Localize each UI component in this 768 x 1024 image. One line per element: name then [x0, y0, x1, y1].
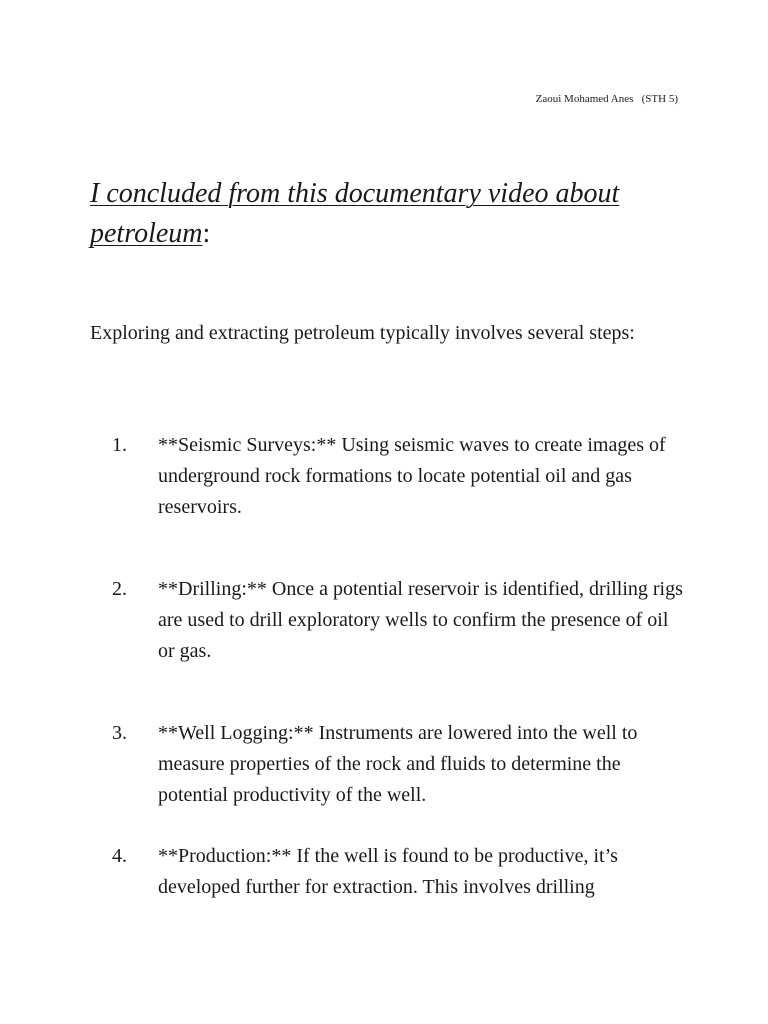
list-item-text: **Seismic Surveys:** Using seismic waves to create images of underground rock formations to locate potential oil and gas reservoirs.	[158, 434, 666, 518]
list-item-number: 1.	[112, 434, 127, 456]
document-title	[90, 174, 690, 254]
title-text: I concluded from this documentary video about petroleum	[90, 178, 620, 249]
intro-paragraph: Exploring and extracting petroleum typically involves several steps:	[90, 322, 635, 344]
list-item-text: **Drilling:** Once a potential reservoir is identified, drilling rigs are used to drill exploratory wells to confirm the presence of oil or gas.	[158, 578, 683, 662]
list-item-number: 4.	[112, 845, 127, 867]
title-colon: :	[202, 218, 211, 249]
list-item-text: **Well Logging:** Instruments are lowered into the well to measure properties of the rock and fluids to determine the potential productivity of the well.	[158, 722, 638, 806]
list-item-text: **Production:** If the well is found to be productive, it’s developed further for extraction. This involves drilling	[158, 845, 618, 898]
list-item-number: 2.	[112, 578, 127, 600]
author-header: Zaoui Mohamed Anes (STH 5)	[535, 93, 678, 105]
list-item-number: 3.	[112, 722, 127, 744]
